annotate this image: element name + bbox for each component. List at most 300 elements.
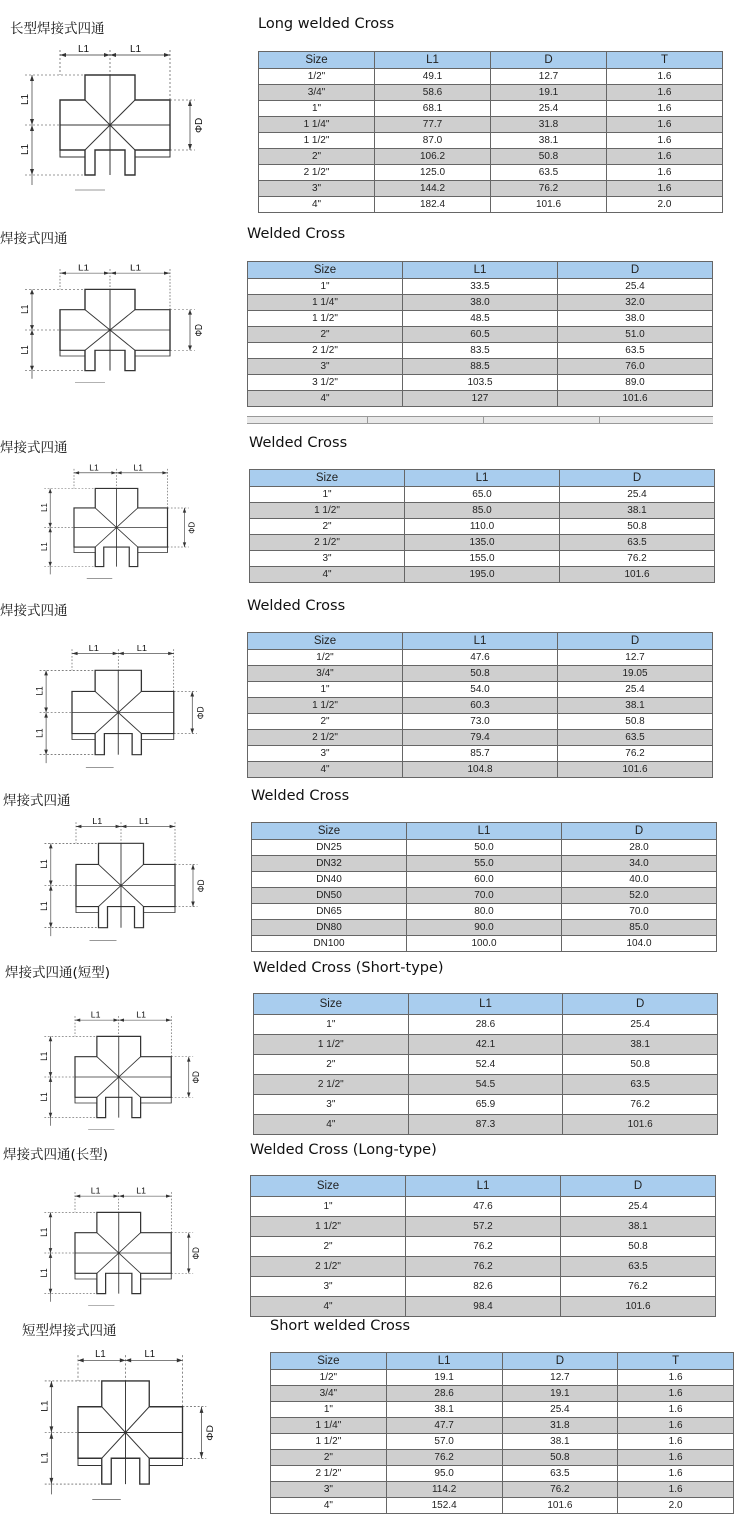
table-cell: 1.6 xyxy=(607,149,723,165)
table-cell: 1 1/2" xyxy=(271,1434,387,1450)
table-row xyxy=(248,698,713,714)
table-cell: 1/2" xyxy=(248,650,403,666)
table-cell: 63.5 xyxy=(560,535,715,551)
table-cell: 76.2 xyxy=(560,551,715,567)
table-cell: 80.0 xyxy=(407,904,562,920)
table-row xyxy=(250,535,715,551)
table-cell: 40.0 xyxy=(562,872,717,888)
svg-text:L1: L1 xyxy=(136,643,148,653)
table-cell: 1" xyxy=(248,682,403,698)
table-cell: 4" xyxy=(248,391,403,407)
table-cell: 76.2 xyxy=(563,1095,718,1115)
table-cell: 4" xyxy=(271,1498,387,1514)
table-row xyxy=(248,650,713,666)
diagram-container xyxy=(40,465,210,594)
table-cell: 3" xyxy=(248,359,403,375)
column-header: Size xyxy=(252,823,407,840)
table-row xyxy=(248,391,713,407)
table-cell: 1.6 xyxy=(618,1434,734,1450)
table-cell: 28.6 xyxy=(386,1386,502,1402)
table-cell: 2 1/2" xyxy=(271,1466,387,1482)
section-title-cn: 焊接式四通 xyxy=(0,440,68,456)
table-row xyxy=(271,1482,734,1498)
table-cell: 1.6 xyxy=(607,69,723,85)
table-cell: 104.0 xyxy=(562,936,717,952)
cross-fitting-diagram xyxy=(40,1350,230,1515)
svg-text:L1: L1 xyxy=(19,345,31,355)
table-cell: 1.6 xyxy=(618,1402,734,1418)
table-cell: 4" xyxy=(251,1297,406,1317)
table-cell: 76.2 xyxy=(502,1482,618,1498)
table-cell: DN100 xyxy=(252,936,407,952)
table-cell: 28.0 xyxy=(562,840,717,856)
table-row xyxy=(271,1370,734,1386)
table-row xyxy=(251,1297,716,1317)
table-cell: 87.0 xyxy=(375,133,491,149)
column-header: D xyxy=(558,262,713,279)
table-row xyxy=(271,1434,734,1450)
table-cell: 3/4" xyxy=(248,666,403,682)
diagram-container xyxy=(35,645,220,784)
cross-fitting-diagram xyxy=(20,45,220,205)
table-cell: 1" xyxy=(250,487,405,503)
table-row xyxy=(250,519,715,535)
table-cell: 2" xyxy=(251,1237,406,1257)
table-row xyxy=(252,920,717,936)
table-cell: 1" xyxy=(271,1402,387,1418)
table-cell: 89.0 xyxy=(558,375,713,391)
svg-text:L1: L1 xyxy=(39,1451,51,1464)
table-cell: 182.4 xyxy=(375,197,491,213)
table-row xyxy=(250,567,715,583)
svg-text:L1: L1 xyxy=(136,1009,146,1020)
table-cell: 38.1 xyxy=(561,1217,716,1237)
table-row xyxy=(248,343,713,359)
svg-text:L1: L1 xyxy=(34,728,45,738)
table-cell: DN40 xyxy=(252,872,407,888)
table-row xyxy=(254,1035,718,1055)
table-row xyxy=(251,1217,716,1237)
table-cell: 63.5 xyxy=(558,730,713,746)
table-cell: DN65 xyxy=(252,904,407,920)
table-cell: 4" xyxy=(254,1115,409,1135)
svg-text:L1: L1 xyxy=(38,1092,50,1102)
table-cell: 85.0 xyxy=(405,503,560,519)
table-cell: 83.5 xyxy=(403,343,558,359)
section-title-en: Welded Cross (Long-type) xyxy=(250,1142,437,1158)
svg-text:L1: L1 xyxy=(144,1348,156,1361)
table-cell: 1 1/2" xyxy=(259,133,375,149)
table-cell: 12.7 xyxy=(502,1370,618,1386)
table-cell: 3" xyxy=(271,1482,387,1498)
table-cell: 19.05 xyxy=(558,666,713,682)
table-row xyxy=(259,181,723,197)
table-cell: 2 1/2" xyxy=(259,165,375,181)
table-row xyxy=(248,295,713,311)
table-row xyxy=(248,682,713,698)
table-cell: 25.4 xyxy=(560,487,715,503)
table-divider xyxy=(247,416,713,424)
table-cell: 4" xyxy=(259,197,375,213)
table-cell: 1 1/4" xyxy=(248,295,403,311)
table-cell: 1.6 xyxy=(618,1386,734,1402)
column-header: D xyxy=(491,52,607,69)
column-header: L1 xyxy=(403,633,558,650)
svg-text:L1: L1 xyxy=(38,901,50,911)
table-cell: 2.0 xyxy=(618,1498,734,1514)
table-cell: 77.7 xyxy=(375,117,491,133)
spec-table xyxy=(270,1352,734,1514)
table-cell: 3" xyxy=(254,1095,409,1115)
table-cell: 1 1/2" xyxy=(248,698,403,714)
table-cell: 63.5 xyxy=(558,343,713,359)
section-title-cn: 焊接式四通 xyxy=(0,231,68,247)
table-cell: 31.8 xyxy=(502,1418,618,1434)
table-cell: DN80 xyxy=(252,920,407,936)
table-cell: 38.1 xyxy=(491,133,607,149)
table-cell: 1.6 xyxy=(607,165,723,181)
section-title-cn: 焊接式四通 xyxy=(3,793,71,809)
svg-text:L1: L1 xyxy=(20,93,31,105)
column-header: D xyxy=(560,470,715,487)
table-cell: 3" xyxy=(250,551,405,567)
table-row xyxy=(259,149,723,165)
svg-text:ΦD: ΦD xyxy=(190,1247,202,1260)
table-header-row xyxy=(252,823,717,840)
table-row xyxy=(252,904,717,920)
table-cell: 1 1/4" xyxy=(259,117,375,133)
table-cell: 4" xyxy=(248,762,403,778)
table-cell: 1 1/2" xyxy=(251,1217,406,1237)
cross-fitting-diagram xyxy=(38,1185,215,1318)
table-cell: 76.2 xyxy=(406,1237,561,1257)
table-cell: 50.8 xyxy=(403,666,558,682)
table-cell: 3" xyxy=(248,746,403,762)
spec-table xyxy=(253,993,718,1135)
table-cell: 101.6 xyxy=(561,1297,716,1317)
table-cell: 85.7 xyxy=(403,746,558,762)
table-cell: 65.0 xyxy=(405,487,560,503)
table-cell: 2" xyxy=(250,519,405,535)
table-cell: 57.2 xyxy=(406,1217,561,1237)
table-row xyxy=(271,1450,734,1466)
table-cell: 1 1/2" xyxy=(254,1035,409,1055)
table-cell: 1.6 xyxy=(607,117,723,133)
table-cell: 2 1/2" xyxy=(250,535,405,551)
table-cell: 85.0 xyxy=(562,920,717,936)
table-cell: DN25 xyxy=(252,840,407,856)
table-cell: 101.6 xyxy=(502,1498,618,1514)
table-header-row xyxy=(250,470,715,487)
column-header: L1 xyxy=(407,823,562,840)
table-header-row xyxy=(251,1176,716,1197)
table-cell: 65.9 xyxy=(408,1095,563,1115)
table-cell: 12.7 xyxy=(558,650,713,666)
table-cell: 28.6 xyxy=(408,1015,563,1035)
table-cell: 51.0 xyxy=(558,327,713,343)
table-cell: 50.8 xyxy=(560,519,715,535)
column-header: T xyxy=(618,1353,734,1370)
table-cell: 25.4 xyxy=(491,101,607,117)
table-cell: 54.0 xyxy=(403,682,558,698)
table-cell: 55.0 xyxy=(407,856,562,872)
table-cell: 2 1/2" xyxy=(248,730,403,746)
table-cell: 79.4 xyxy=(403,730,558,746)
table-cell: 12.7 xyxy=(491,69,607,85)
table-cell: 76.2 xyxy=(386,1450,502,1466)
table-row xyxy=(248,762,713,778)
svg-text:L1: L1 xyxy=(90,1185,101,1196)
table-cell: 2 1/2" xyxy=(248,343,403,359)
column-header: L1 xyxy=(406,1176,561,1197)
table-cell: 38.0 xyxy=(403,295,558,311)
table-row xyxy=(254,1115,718,1135)
table-cell: 2" xyxy=(271,1450,387,1466)
table-cell: 25.4 xyxy=(563,1015,718,1035)
table-row xyxy=(271,1402,734,1418)
cross-fitting-diagram xyxy=(40,465,210,590)
section-title-en: Welded Cross xyxy=(251,788,350,804)
section-title-cn: 焊接式四通 xyxy=(0,603,68,619)
svg-text:ΦD: ΦD xyxy=(193,324,205,337)
column-header: D xyxy=(562,823,717,840)
table-row xyxy=(259,197,723,213)
table-cell: 76.2 xyxy=(561,1277,716,1297)
svg-text:ΦD: ΦD xyxy=(187,521,197,534)
table-cell: 19.1 xyxy=(502,1386,618,1402)
table-cell: 32.0 xyxy=(558,295,713,311)
svg-text:ΦD: ΦD xyxy=(194,706,206,720)
section-title-en: Welded Cross xyxy=(247,226,346,242)
table-cell: 25.4 xyxy=(502,1402,618,1418)
table-cell: 1.6 xyxy=(607,85,723,101)
table-cell: 87.3 xyxy=(408,1115,563,1135)
table-cell: 2.0 xyxy=(607,197,723,213)
table-cell: 63.5 xyxy=(561,1257,716,1277)
table-cell: 50.8 xyxy=(563,1055,718,1075)
table-cell: 50.0 xyxy=(407,840,562,856)
table-cell: 4" xyxy=(250,567,405,583)
diagram-container xyxy=(20,265,220,399)
table-row xyxy=(271,1498,734,1514)
diagram-container xyxy=(38,1009,215,1146)
table-cell: 50.8 xyxy=(491,149,607,165)
table-cell: 2" xyxy=(259,149,375,165)
table-cell: 52.0 xyxy=(562,888,717,904)
table-cell: 57.0 xyxy=(386,1434,502,1450)
table-cell: 3/4" xyxy=(259,85,375,101)
svg-text:L1: L1 xyxy=(19,304,31,314)
table-cell: 101.6 xyxy=(563,1115,718,1135)
table-cell: 88.5 xyxy=(403,359,558,375)
table-header-row xyxy=(271,1353,734,1370)
table-cell: 60.0 xyxy=(407,872,562,888)
table-cell: 195.0 xyxy=(405,567,560,583)
spec-table xyxy=(251,822,717,952)
svg-text:L1: L1 xyxy=(39,503,49,512)
table-row xyxy=(259,133,723,149)
svg-text:ΦD: ΦD xyxy=(205,1425,216,1441)
table-cell: 2" xyxy=(248,327,403,343)
diagram-container xyxy=(20,45,220,209)
table-row xyxy=(271,1418,734,1434)
table-cell: 2" xyxy=(248,714,403,730)
table-row xyxy=(259,117,723,133)
section-title-en: Short welded Cross xyxy=(270,1318,411,1334)
section-title-en: Welded Cross xyxy=(249,435,348,451)
svg-text:ΦD: ΦD xyxy=(190,1071,202,1084)
table-row xyxy=(248,279,713,295)
table-cell: 104.8 xyxy=(403,762,558,778)
column-header: T xyxy=(607,52,723,69)
table-row xyxy=(248,359,713,375)
column-header: D xyxy=(561,1176,716,1197)
table-row xyxy=(252,856,717,872)
spec-table xyxy=(249,469,715,583)
table-cell: 1" xyxy=(251,1197,406,1217)
table-cell: 1.6 xyxy=(618,1418,734,1434)
table-cell: 1.6 xyxy=(607,101,723,117)
table-cell: 2 1/2" xyxy=(251,1257,406,1277)
table-cell: 1/2" xyxy=(259,69,375,85)
cross-fitting-diagram xyxy=(20,265,220,395)
svg-text:L1: L1 xyxy=(39,1400,51,1412)
table-cell: 1 1/2" xyxy=(248,311,403,327)
diagram-container xyxy=(38,1185,215,1322)
cross-fitting-diagram xyxy=(35,645,220,780)
table-cell: 1.6 xyxy=(607,133,723,149)
table-row xyxy=(254,1055,718,1075)
table-row xyxy=(251,1237,716,1257)
table-cell: 25.4 xyxy=(561,1197,716,1217)
table-cell: DN50 xyxy=(252,888,407,904)
table-cell: 155.0 xyxy=(405,551,560,567)
table-cell: 1 1/2" xyxy=(250,503,405,519)
table-cell: 38.1 xyxy=(558,698,713,714)
svg-text:L1: L1 xyxy=(88,643,99,653)
section-title-cn: 焊接式四通(长型) xyxy=(3,1147,109,1163)
table-cell: 38.1 xyxy=(563,1035,718,1055)
table-row xyxy=(252,840,717,856)
table-cell: 38.1 xyxy=(560,503,715,519)
table-cell: 47.7 xyxy=(386,1418,502,1434)
table-row xyxy=(250,487,715,503)
column-header: Size xyxy=(259,52,375,69)
table-cell: 33.5 xyxy=(403,279,558,295)
table-row xyxy=(254,1075,718,1095)
column-header: L1 xyxy=(386,1353,502,1370)
table-cell: 19.1 xyxy=(491,85,607,101)
spec-table xyxy=(258,51,723,213)
svg-text:L1: L1 xyxy=(38,859,50,869)
column-header: L1 xyxy=(408,994,563,1015)
table-cell: 125.0 xyxy=(375,165,491,181)
svg-text:ΦD: ΦD xyxy=(194,117,205,133)
svg-text:L1: L1 xyxy=(92,816,103,826)
table-cell: 2 1/2" xyxy=(254,1075,409,1095)
table-row xyxy=(251,1197,716,1217)
table-cell: 50.8 xyxy=(502,1450,618,1466)
svg-text:L1: L1 xyxy=(95,1348,106,1361)
table-cell: 101.6 xyxy=(558,391,713,407)
svg-text:L1: L1 xyxy=(34,686,45,696)
table-cell: 3/4" xyxy=(271,1386,387,1402)
table-row xyxy=(250,503,715,519)
table-cell: 70.0 xyxy=(562,904,717,920)
section-title-en: Welded Cross xyxy=(247,598,346,614)
column-header: D xyxy=(502,1353,618,1370)
svg-text:L1: L1 xyxy=(130,263,142,273)
table-header-row xyxy=(248,633,713,650)
table-cell: 76.2 xyxy=(406,1257,561,1277)
table-cell: 63.5 xyxy=(563,1075,718,1095)
table-row xyxy=(271,1466,734,1482)
svg-text:L1: L1 xyxy=(133,463,143,473)
table-cell: 48.5 xyxy=(403,311,558,327)
table-cell: 52.4 xyxy=(408,1055,563,1075)
table-cell: 95.0 xyxy=(386,1466,502,1482)
table-cell: 1" xyxy=(259,101,375,117)
table-cell: 2" xyxy=(254,1055,409,1075)
svg-text:L1: L1 xyxy=(90,1009,101,1020)
svg-text:L1: L1 xyxy=(130,44,142,55)
table-row xyxy=(259,101,723,117)
table-cell: 76.2 xyxy=(491,181,607,197)
table-cell: 110.0 xyxy=(405,519,560,535)
svg-text:L1: L1 xyxy=(139,816,150,826)
table-cell: 68.1 xyxy=(375,101,491,117)
table-cell: 3" xyxy=(259,181,375,197)
table-cell: 3" xyxy=(251,1277,406,1297)
column-header: Size xyxy=(250,470,405,487)
column-header: L1 xyxy=(405,470,560,487)
table-row xyxy=(248,666,713,682)
table-row xyxy=(259,85,723,101)
table-cell: 38.1 xyxy=(386,1402,502,1418)
table-cell: 47.6 xyxy=(403,650,558,666)
column-header: Size xyxy=(251,1176,406,1197)
table-row xyxy=(254,1095,718,1115)
column-header: Size xyxy=(248,262,403,279)
diagram-container xyxy=(40,1350,230,1519)
table-cell: 114.2 xyxy=(386,1482,502,1498)
table-cell: 38.0 xyxy=(558,311,713,327)
table-cell: 49.1 xyxy=(375,69,491,85)
table-row xyxy=(271,1386,734,1402)
table-cell: 76.2 xyxy=(558,746,713,762)
table-cell: 106.2 xyxy=(375,149,491,165)
table-header-row xyxy=(259,52,723,69)
table-row xyxy=(251,1277,716,1297)
section-title-en: Welded Cross (Short-type) xyxy=(253,960,444,976)
table-cell: 101.6 xyxy=(558,762,713,778)
svg-text:L1: L1 xyxy=(78,44,90,55)
svg-text:L1: L1 xyxy=(38,1051,50,1061)
cross-fitting-diagram xyxy=(40,818,220,953)
section-title-cn: 焊接式四通(短型) xyxy=(5,965,111,981)
table-cell: 152.4 xyxy=(386,1498,502,1514)
table-cell: 135.0 xyxy=(405,535,560,551)
table-row xyxy=(248,714,713,730)
table-row xyxy=(248,327,713,343)
table-cell: 98.4 xyxy=(406,1297,561,1317)
table-row xyxy=(252,888,717,904)
column-header: Size xyxy=(248,633,403,650)
spec-table xyxy=(250,1175,716,1317)
table-cell: 25.4 xyxy=(558,279,713,295)
table-cell: 25.4 xyxy=(558,682,713,698)
table-row xyxy=(259,69,723,85)
